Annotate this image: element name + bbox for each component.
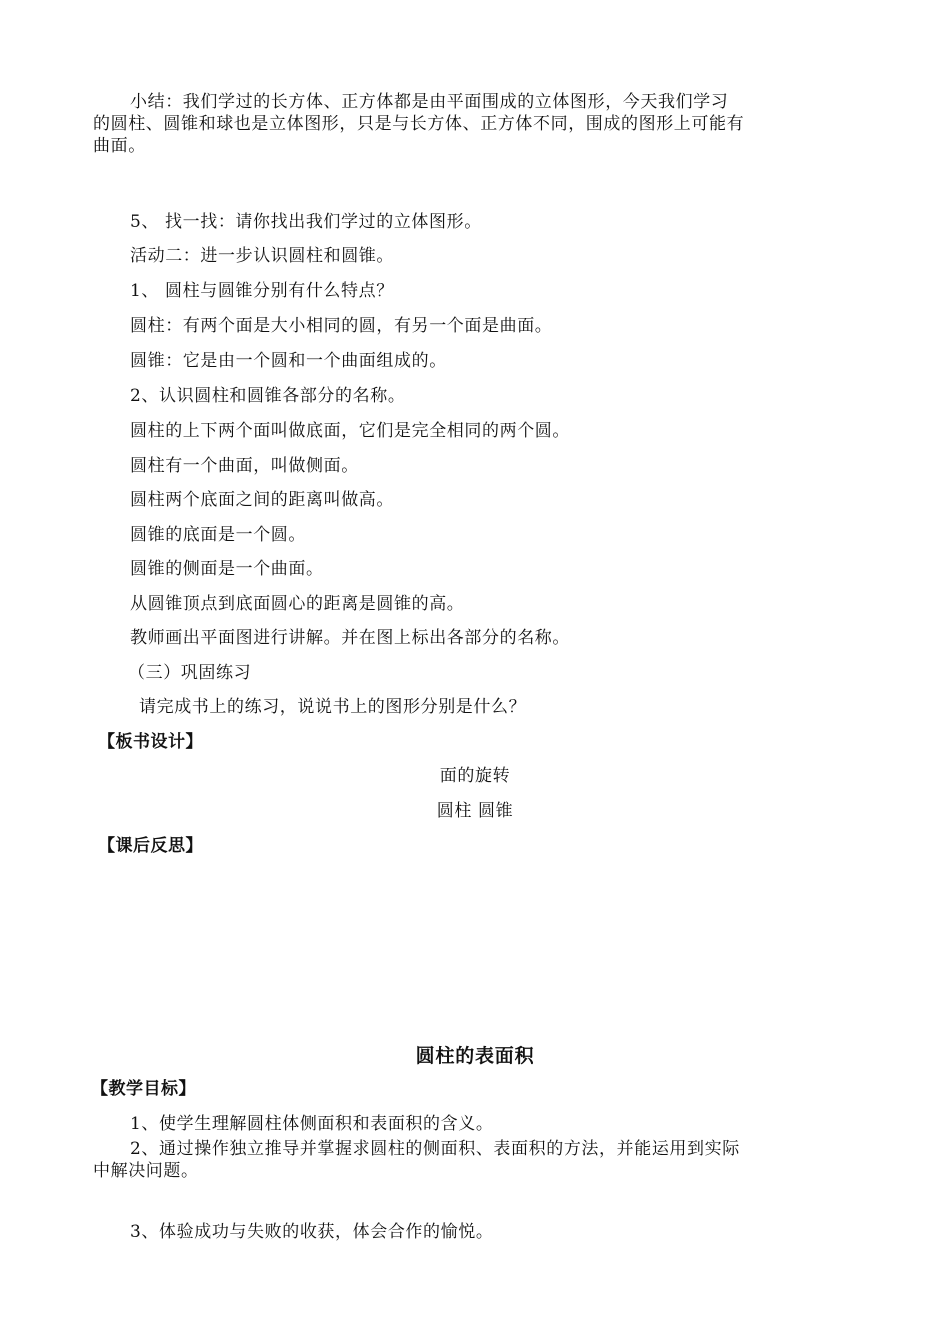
teacher-note: 教师画出平面图进行讲解。并在图上标出各部分的名称。 [130, 628, 570, 648]
cylinder-side: 圆柱有一个曲面，叫做侧面。 [130, 456, 359, 476]
cone-height: 从圆锥顶点到底面圆心的距离是圆锥的高。 [130, 594, 465, 614]
board-line-2: 圆柱 圆锥 [436, 801, 514, 821]
objective-3: 3、体验成功与失败的收获，体会合作的愉悦。 [130, 1222, 494, 1242]
section-consolidation: （三）巩固练习 [128, 663, 252, 683]
cylinder-base: 圆柱的上下两个面叫做底面，它们是完全相同的两个圆。 [130, 421, 570, 441]
summary-line-2: 的圆柱、圆锥和球也是立体图形，只是与长方体、正方体不同，围成的图形上可能有 [93, 114, 745, 134]
reflection-heading: 【课后反思】 [98, 836, 203, 856]
board-design-heading: 【板书设计】 [98, 732, 203, 752]
objective-2-line-2: 中解决问题。 [93, 1161, 199, 1181]
cone-side: 圆锥的侧面是一个曲面。 [130, 559, 324, 579]
board-line-1: 面的旋转 [439, 766, 511, 786]
question-2: 2、认识圆柱和圆锥各部分的名称。 [130, 386, 406, 406]
summary-paragraph [93, 91, 744, 157]
question-1: 1、 圆柱与圆锥分别有什么特点？ [130, 281, 394, 301]
objectives-heading: 【教学目标】 [91, 1079, 196, 1099]
cylinder-feature: 圆柱：有两个面是大小相同的圆，有另一个面是曲面。 [130, 316, 553, 336]
exercise-prompt: 请完成书上的练习，说说书上的图形分别是什么？ [139, 697, 527, 717]
objective-1: 1、使学生理解圆柱体侧面积和表面积的含义。 [130, 1114, 494, 1134]
summary-line-3: 曲面。 [93, 136, 146, 156]
find-task: 5、 找一找：请你找出我们学过的立体图形。 [130, 212, 482, 232]
summary-line-1: 小结：我们学过的长方体、正方体都是由平面围成的立体图形，今天我们学习 [130, 92, 729, 112]
activity-two: 活动二：进一步认识圆柱和圆锥。 [130, 246, 394, 266]
cylinder-height: 圆柱两个底面之间的距离叫做高。 [130, 490, 394, 510]
lesson-title: 圆柱的表面积 [415, 1045, 535, 1067]
objective-2 [93, 1138, 740, 1182]
cone-feature: 圆锥：它是由一个圆和一个曲面组成的。 [130, 351, 447, 371]
objective-2-line-1: 2、通过操作独立推导并掌握求圆柱的侧面积、表面积的方法，并能运用到实际 [130, 1139, 740, 1159]
cone-base: 圆锥的底面是一个圆。 [130, 525, 306, 545]
